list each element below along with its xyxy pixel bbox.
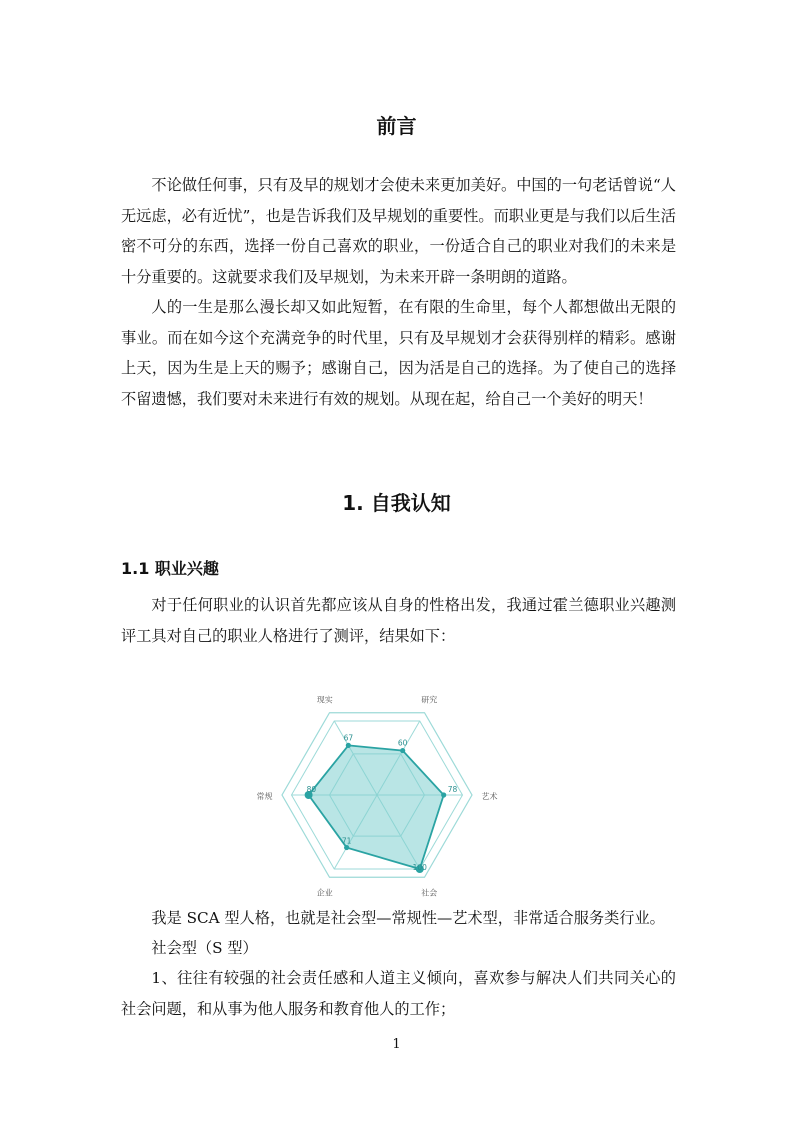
type-label: 社会型（S 型）	[151, 939, 258, 957]
radar-axis-label-3: 社会	[421, 888, 438, 898]
radar-point-企业	[344, 845, 349, 850]
radar-point-研究	[400, 748, 405, 753]
radar-axis-label-5: 常规	[256, 792, 273, 801]
radar-value-label-3: 100	[412, 863, 427, 873]
preface-paragraph-2: 人的一生是那么漫长却又如此短暂，在有限的生命里，每个人都想做出无限的事业。而在如今这个充满竞争的时代里，只有及早规划才会获得别样的精彩。感谢上天，因为生是上天的赐予；感谢自己，因为活是自己的选择。为了使自己的选择不留遗憾，我们要对未来进行有效的规划。从现在起，给自己一个美好的明天！	[121, 298, 676, 408]
section-1-1-intro: 对于任何职业的认识首先都应该从自身的性格出发，我通过霍兰德职业兴趣测评工具对自己的职业人格进行了测评，结果如下：	[121, 596, 676, 645]
radar-value-label-2: 78	[447, 785, 458, 794]
radar-point-现实	[346, 743, 351, 748]
preface-paragraph-1: 不论做任何事，只有及早的规划才会使未来更加美好。中国的一句老话曾说“人无远虑，必有近忧”，也是告诉我们及早规划的重要性。而职业更是与我们以后生活密不可分的东西，选择一份自己喜欢的职业，一份适合自己的职业对我们的未来是十分重要的。这就要求我们及早规划，为未来开辟一条明朗的道路。	[121, 176, 676, 286]
radar-data-area	[306, 745, 444, 869]
page-number: 1	[392, 1037, 401, 1052]
preface-title: 前言	[376, 114, 417, 138]
radar-value-label-5: 80	[306, 785, 317, 794]
section-1-title: 1. 自我认知	[342, 491, 451, 515]
radar-axis-label-0: 现实	[316, 695, 333, 705]
radar-axis-label-4: 企业	[316, 888, 333, 898]
radar-point-艺术	[441, 792, 446, 797]
holland-radar-chart	[0, 680, 793, 900]
section-1-1-title: 1.1 职业兴趣	[121, 559, 219, 578]
type-item-1: 1、往往有较强的社会责任感和人道主义倾向，喜欢参与解决人们共同关心的社会问题，和从事为他人服务和教育他人的工作；	[121, 969, 676, 1018]
radar-axis-label-2: 艺术	[481, 792, 498, 801]
radar-value-label-4: 71	[341, 836, 352, 846]
radar-value-label-0: 67	[343, 733, 354, 743]
radar-axis-label-1: 研究	[421, 695, 438, 705]
result-line: 我是 SCA 型人格，也就是社会型—常规性—艺术型，非常适合服务类行业。	[151, 909, 665, 927]
radar-value-label-1: 60	[397, 738, 408, 748]
